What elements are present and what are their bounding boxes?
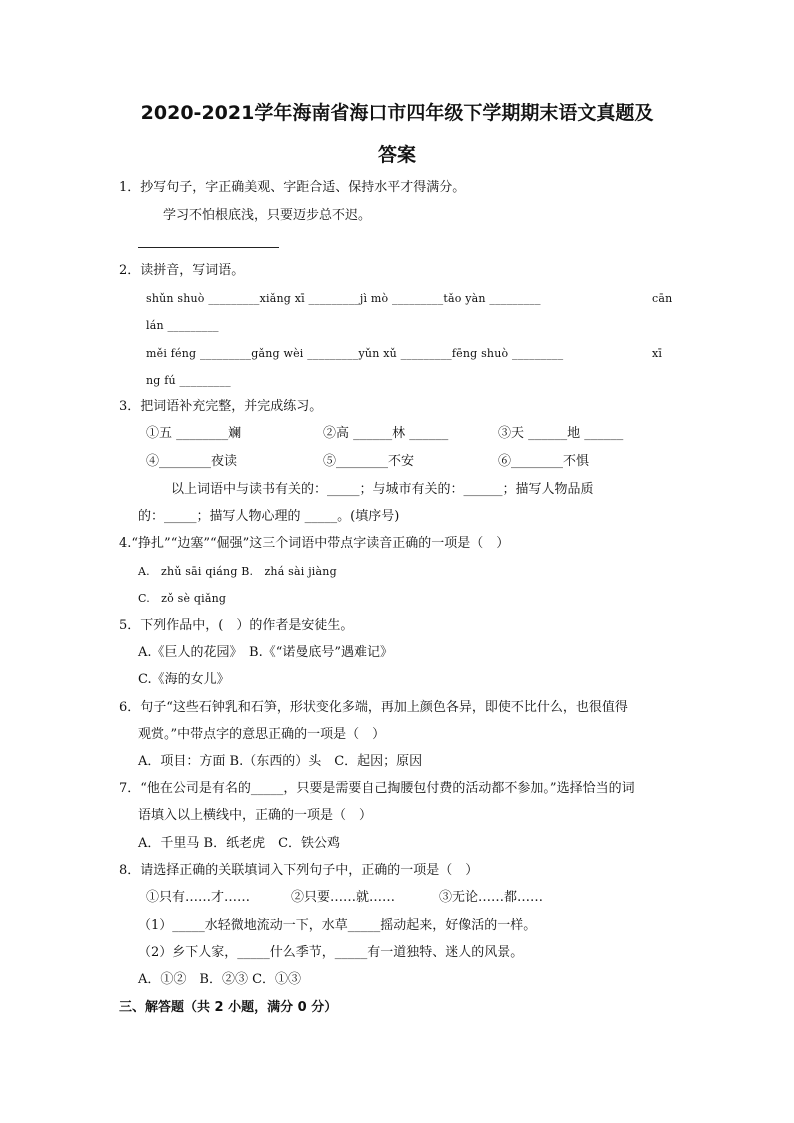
question-7-options: A．千里马 B．纸老虎 C．铁公鸡: [138, 836, 341, 851]
question-3-item-1: ①五 ________斓: [146, 426, 242, 441]
question-8-options: A．①② B．②③ C．①③: [138, 972, 302, 987]
question-6-options: A．项目：方面 B.（东西的）头 C．起因；原因: [138, 754, 423, 769]
question-8-choice-2: ②只要……就……: [291, 890, 396, 905]
question-2-pinyin-row-4: ng fú _________: [146, 374, 231, 387]
question-1-stem: 1．抄写句子，字正确美观、字距合适、保持水平才得满分。: [119, 180, 466, 195]
question-5-options-ab: A.《巨人的花园》 B.《“诺曼底号”遇难记》: [138, 645, 393, 660]
question-5-option-c: C.《海的女儿》: [138, 672, 230, 687]
question-2-pinyin-row-3: měi féng _________gǎng wèi _________yǔn xǔ _________fēng shuò _________: [146, 347, 564, 360]
question-6-stem-1: 6．句子“这些石钟乳和石笋，形状变化多端，再加上颜色各异，即使不比什么，也很值得: [119, 700, 628, 715]
question-3-item-4: ④________夜读: [146, 454, 238, 469]
question-3-stem: 3．把词语补充完整，并完成练习。: [119, 399, 323, 414]
question-2-pinyin-row-1-end: cān: [652, 292, 673, 305]
question-3-text-2: 的：_____；描写人物心理的 _____。(填序号): [138, 509, 400, 524]
question-8-sentence-1: （1）_____水轻微地流动一下，水草_____摇动起来，好像活的一样。: [138, 918, 537, 933]
question-7-stem-2: 语填入以上横线中，正确的一项是（ ）: [138, 808, 373, 823]
question-2-pinyin-row-3-end: xī: [652, 347, 663, 360]
question-3-item-5: ⑤________不安: [323, 454, 415, 469]
question-3-item-3: ③天 ______地 ______: [498, 426, 624, 441]
question-4-options-ab: A. zhǔ sāi qiáng B. zhá sài jiàng: [138, 565, 337, 578]
question-2-pinyin-row-2: lán _________: [146, 319, 219, 332]
question-6-stem-2: 观赏。”中带点字的意思正确的一项是（ ）: [138, 727, 386, 742]
question-1-answer-line: [138, 247, 279, 248]
question-3-item-6: ⑥________不惧: [498, 454, 590, 469]
question-2-stem: 2．读拼音，写词语。: [119, 263, 245, 278]
question-8-choice-1: ①只有……才……: [146, 890, 251, 905]
question-7-stem-1: 7．“他在公司是有名的_____，只要是需要自己掏腰包付费的活动都不参加。”选择恰当的词: [119, 781, 635, 796]
question-3-item-2: ②高 ______林 ______: [323, 426, 449, 441]
question-4-option-c: C. zǒ sè qiǎng: [138, 592, 227, 605]
question-8-choice-3: ③无论……都……: [439, 890, 544, 905]
question-5-stem: 5．下列作品中，( ）的作者是安徒生。: [119, 618, 354, 633]
document-title-line-2: 答案: [377, 144, 416, 166]
question-8-stem: 8．请选择正确的关联填词入下列句子中，正确的一项是（ ）: [119, 863, 479, 878]
question-4-stem: 4.“挣扎”“边塞”“倔强”这三个词语中带点字读音正确的一项是（ ）: [119, 536, 510, 551]
question-1-sentence: 学习不怕根底浅，只要迈步总不迟。: [163, 208, 372, 223]
question-3-text-1: 以上词语中与读书有关的：_____；与城市有关的：______；描写人物品质: [171, 482, 594, 497]
question-8-sentence-2: （2）乡下人家，_____什么季节，_____有一道独特、迷人的风景。: [138, 945, 524, 960]
section-3-heading: 三、解答题（共 2 小题，满分 0 分）: [119, 1000, 338, 1015]
question-2-pinyin-row-1: shǔn shuò _________xiǎng xī _________jì mò _________tǎo yàn _________: [146, 292, 541, 305]
document-title-line-1: 2020-2021学年海南省海口市四年级下学期期末语文真题及: [140, 102, 654, 124]
